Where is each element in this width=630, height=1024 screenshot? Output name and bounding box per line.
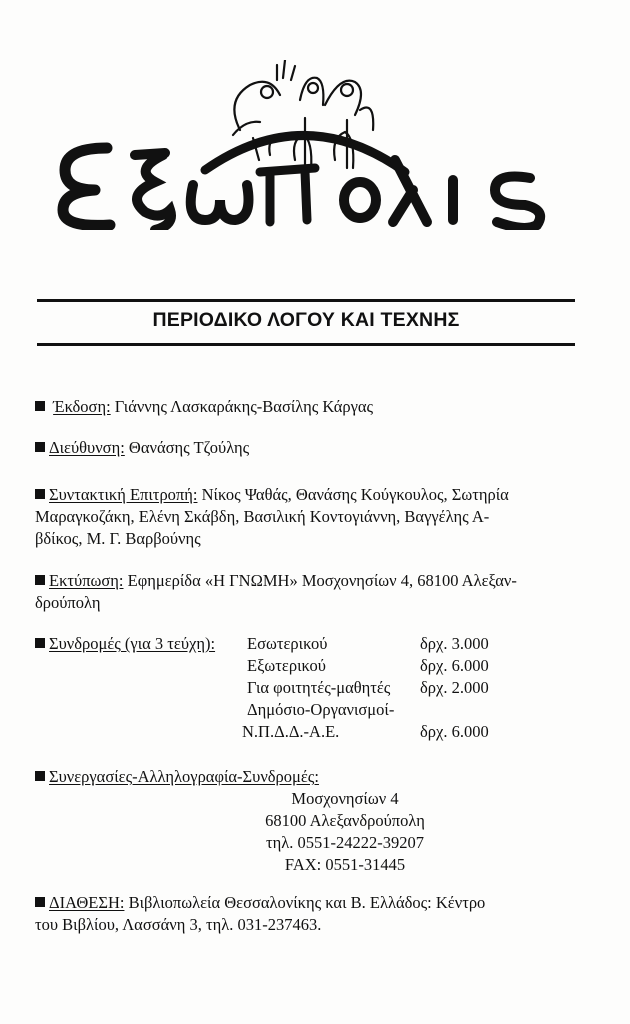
bullet-square-icon	[35, 897, 45, 907]
publisher-label: Έκδοση:	[53, 397, 111, 416]
bullet-square-icon	[35, 401, 45, 411]
director-label: Διεύθυνση:	[49, 438, 125, 457]
address-fax: FAX: 0551-31445	[284, 855, 406, 874]
header-rule-bottom	[37, 343, 575, 346]
subscription-row-name: Ν.Π.Δ.Δ.-Α.Ε.	[242, 722, 340, 741]
editorial-committee	[35, 484, 580, 550]
address-city: 68100 Αλεξανδρούπολη	[265, 811, 425, 830]
editorial-label: Συντακτική Επιτροπή:	[49, 485, 198, 504]
journal-logo	[55, 60, 555, 230]
editorial-line-2: Μαραγκοζάκη, Ελένη Σκάβδη, Βασιλική Κοντογιάννη, Βαγγέλης Α-	[35, 507, 490, 526]
subscription-row-price: δρχ. 6.000	[420, 722, 489, 741]
figures-arch-logo	[55, 60, 555, 230]
bullet-square-icon	[35, 575, 45, 585]
bullet-square-icon	[35, 442, 45, 452]
publisher-line	[35, 396, 580, 418]
subscription-row-price: δρχ. 2.000	[420, 678, 489, 697]
editorial-line-1: Νίκος Ψαθάς, Θανάσης Κούγκουλος, Σωτηρία	[197, 485, 509, 504]
director-value: Θανάσης Τζούλης	[124, 438, 250, 457]
subscription-row-name: Εσωτερικού	[247, 634, 328, 653]
publisher-value: Γιάννης Λασκαράκης-Βασίλης Κάργας	[110, 397, 374, 416]
subscription-row-price: δρχ. 6.000	[420, 656, 489, 675]
printing-label: Εκτύπωση:	[49, 571, 124, 590]
printing-info	[35, 570, 580, 614]
director-line	[35, 437, 580, 459]
bullet-square-icon	[35, 489, 45, 499]
address-street: Μοσχονησίων 4	[291, 789, 399, 808]
subscription-row-name: Για φοιτητές-μαθητές	[247, 678, 391, 697]
subscriptions	[35, 633, 580, 743]
printing-line-2: δρούπολη	[35, 593, 101, 612]
subscription-row-price: δρχ. 3.000	[420, 634, 489, 653]
printing-line-1: Εφημερίδα «Η ΓΝΩΜΗ» Μοσχονησίων 4, 68100 Αλεξαν-	[123, 571, 517, 590]
journal-subtitle: ΠΕΡΙΟΔΙΚΟ ΛΟΓΟΥ ΚΑΙ ΤΕΧΝΗΣ	[152, 309, 460, 331]
subscription-row-name: Δημόσιο-Οργανισμοί-	[247, 700, 395, 719]
header-rule-top	[37, 299, 575, 302]
editorial-line-3: βδίκος, Μ. Γ. Βαρβούνης	[35, 529, 201, 548]
bullet-square-icon	[35, 638, 45, 648]
distribution-line-1: Βιβλιοπωλεία Θεσσαλονίκης και Β. Ελλάδος: Κέντρο	[124, 893, 486, 912]
subscriptions-label: Συνδρομές (για 3 τεύχη):	[49, 634, 216, 653]
distribution-info	[35, 892, 580, 936]
distribution-label: ΔΙΑΘΕΣΗ:	[49, 893, 125, 912]
distribution-line-2: του Βιβλίου, Λασσάνη 3, τηλ. 031-237463.	[35, 915, 322, 934]
correspondence-label: Συνεργασίες-Αλληλογραφία-Συνδρομές:	[49, 767, 319, 786]
address-phone: τηλ. 0551-24222-39207	[266, 833, 424, 852]
correspondence	[35, 766, 580, 876]
subscription-row-name: Εξωτερικού	[247, 656, 326, 675]
bullet-square-icon	[35, 771, 45, 781]
